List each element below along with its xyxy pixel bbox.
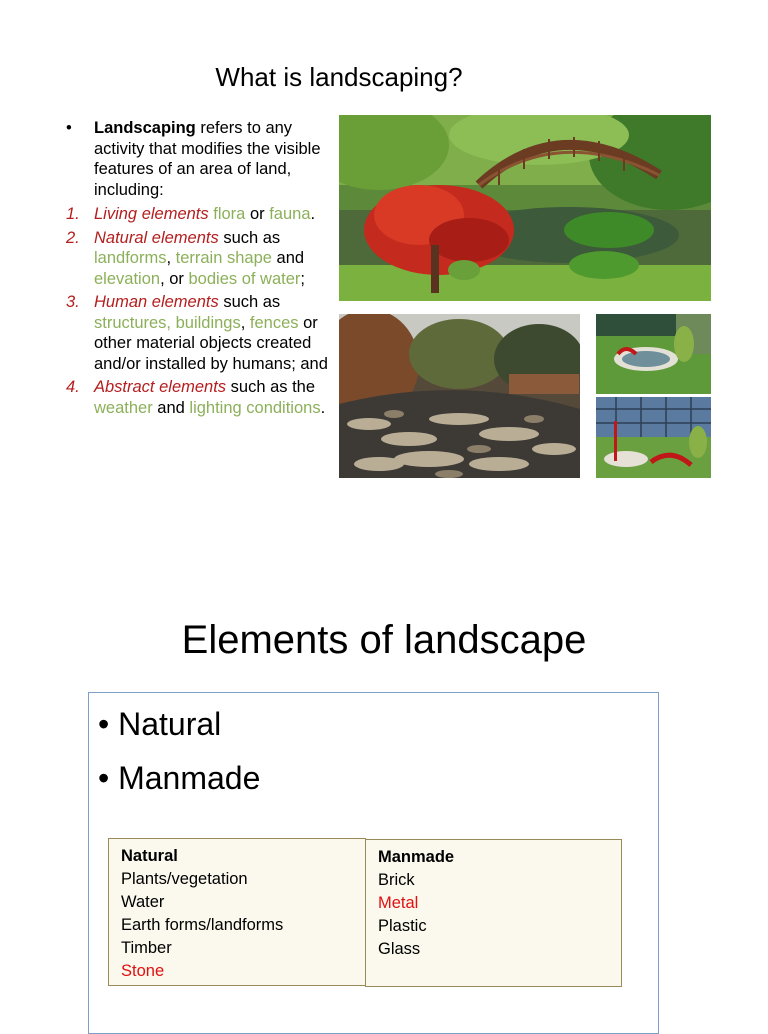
slide-title-landscaping: What is landscaping? bbox=[215, 62, 463, 92]
term-fences: fences bbox=[249, 313, 299, 332]
bullet-marker: • bbox=[66, 119, 72, 137]
term-flora: flora bbox=[213, 205, 246, 223]
slide-title-elements: Elements of landscape bbox=[181, 618, 587, 662]
element-types-list bbox=[98, 697, 260, 805]
list-item-human bbox=[62, 292, 334, 374]
text: . bbox=[320, 398, 326, 417]
term-landforms: landforms bbox=[94, 249, 167, 267]
label-human-elements: Human elements bbox=[94, 293, 219, 311]
text: ; bbox=[300, 269, 305, 288]
manmade-item: Plastic bbox=[378, 917, 427, 935]
term-fauna: fauna bbox=[269, 205, 311, 223]
term-elevation: elevation bbox=[94, 269, 161, 288]
natural-item-highlight: Stone bbox=[121, 962, 165, 980]
text: such as the bbox=[226, 378, 316, 396]
natural-item: Plants/vegetation bbox=[121, 870, 248, 888]
natural-header: Natural bbox=[121, 847, 178, 865]
text: such as bbox=[218, 228, 281, 247]
list-number: 2. bbox=[66, 228, 80, 247]
japanese-garden-bridge-photo bbox=[339, 115, 711, 301]
bullet-text: Manmade bbox=[118, 760, 261, 796]
natural-item: Timber bbox=[121, 939, 172, 957]
rock-garden-photo bbox=[339, 314, 580, 478]
manmade-item-highlight: Metal bbox=[378, 894, 419, 912]
label-abstract-elements: Abstract elements bbox=[94, 378, 227, 396]
manmade-item: Glass bbox=[378, 940, 421, 958]
manmade-column bbox=[365, 839, 622, 987]
term-landscaping: Landscaping bbox=[94, 119, 196, 137]
landscaping-definition bbox=[62, 118, 334, 421]
bullet-manmade bbox=[98, 751, 260, 805]
bullet-natural bbox=[98, 697, 260, 751]
manmade-header: Manmade bbox=[378, 848, 455, 866]
intro-bullet bbox=[62, 118, 334, 200]
label-living-elements: Living elements bbox=[94, 205, 209, 223]
list-number: 3. bbox=[66, 293, 80, 311]
term-lighting-conditions: lighting conditions bbox=[189, 398, 321, 417]
bullet-marker: • bbox=[98, 706, 110, 742]
natural-item: Water bbox=[121, 893, 165, 911]
text: or bbox=[245, 205, 270, 223]
list-item-abstract bbox=[62, 377, 334, 418]
intro-text: refers to any activity that modifies the visible features of an area of land, including: bbox=[94, 119, 321, 199]
text: , bbox=[166, 249, 176, 267]
pond-garden-photo bbox=[596, 314, 711, 394]
bullet-text: Natural bbox=[118, 706, 222, 742]
text: or other material objects created and/or installed by humans; and bbox=[94, 313, 328, 373]
term-structures: structures, buildings bbox=[94, 313, 241, 332]
manmade-item: Brick bbox=[378, 871, 415, 889]
natural-column bbox=[108, 838, 366, 986]
term-terrain-shape: terrain shape bbox=[175, 249, 272, 267]
text: . bbox=[310, 205, 316, 223]
label-natural-elements: Natural elements bbox=[94, 228, 219, 247]
list-item-natural bbox=[62, 228, 334, 290]
red-bridge-garden-photo bbox=[596, 397, 711, 478]
list-number: 4. bbox=[66, 378, 80, 396]
text: and bbox=[271, 249, 305, 267]
term-bodies-of-water: bodies of water bbox=[188, 269, 301, 288]
text: and bbox=[152, 398, 190, 417]
text: , or bbox=[160, 269, 189, 288]
term-weather: weather bbox=[94, 398, 153, 417]
list-item-living bbox=[62, 204, 334, 225]
bullet-marker: • bbox=[98, 760, 110, 796]
list-number: 1. bbox=[66, 205, 80, 223]
text: such as bbox=[218, 293, 281, 311]
natural-item: Earth forms/landforms bbox=[121, 916, 284, 934]
text: , bbox=[240, 313, 250, 332]
